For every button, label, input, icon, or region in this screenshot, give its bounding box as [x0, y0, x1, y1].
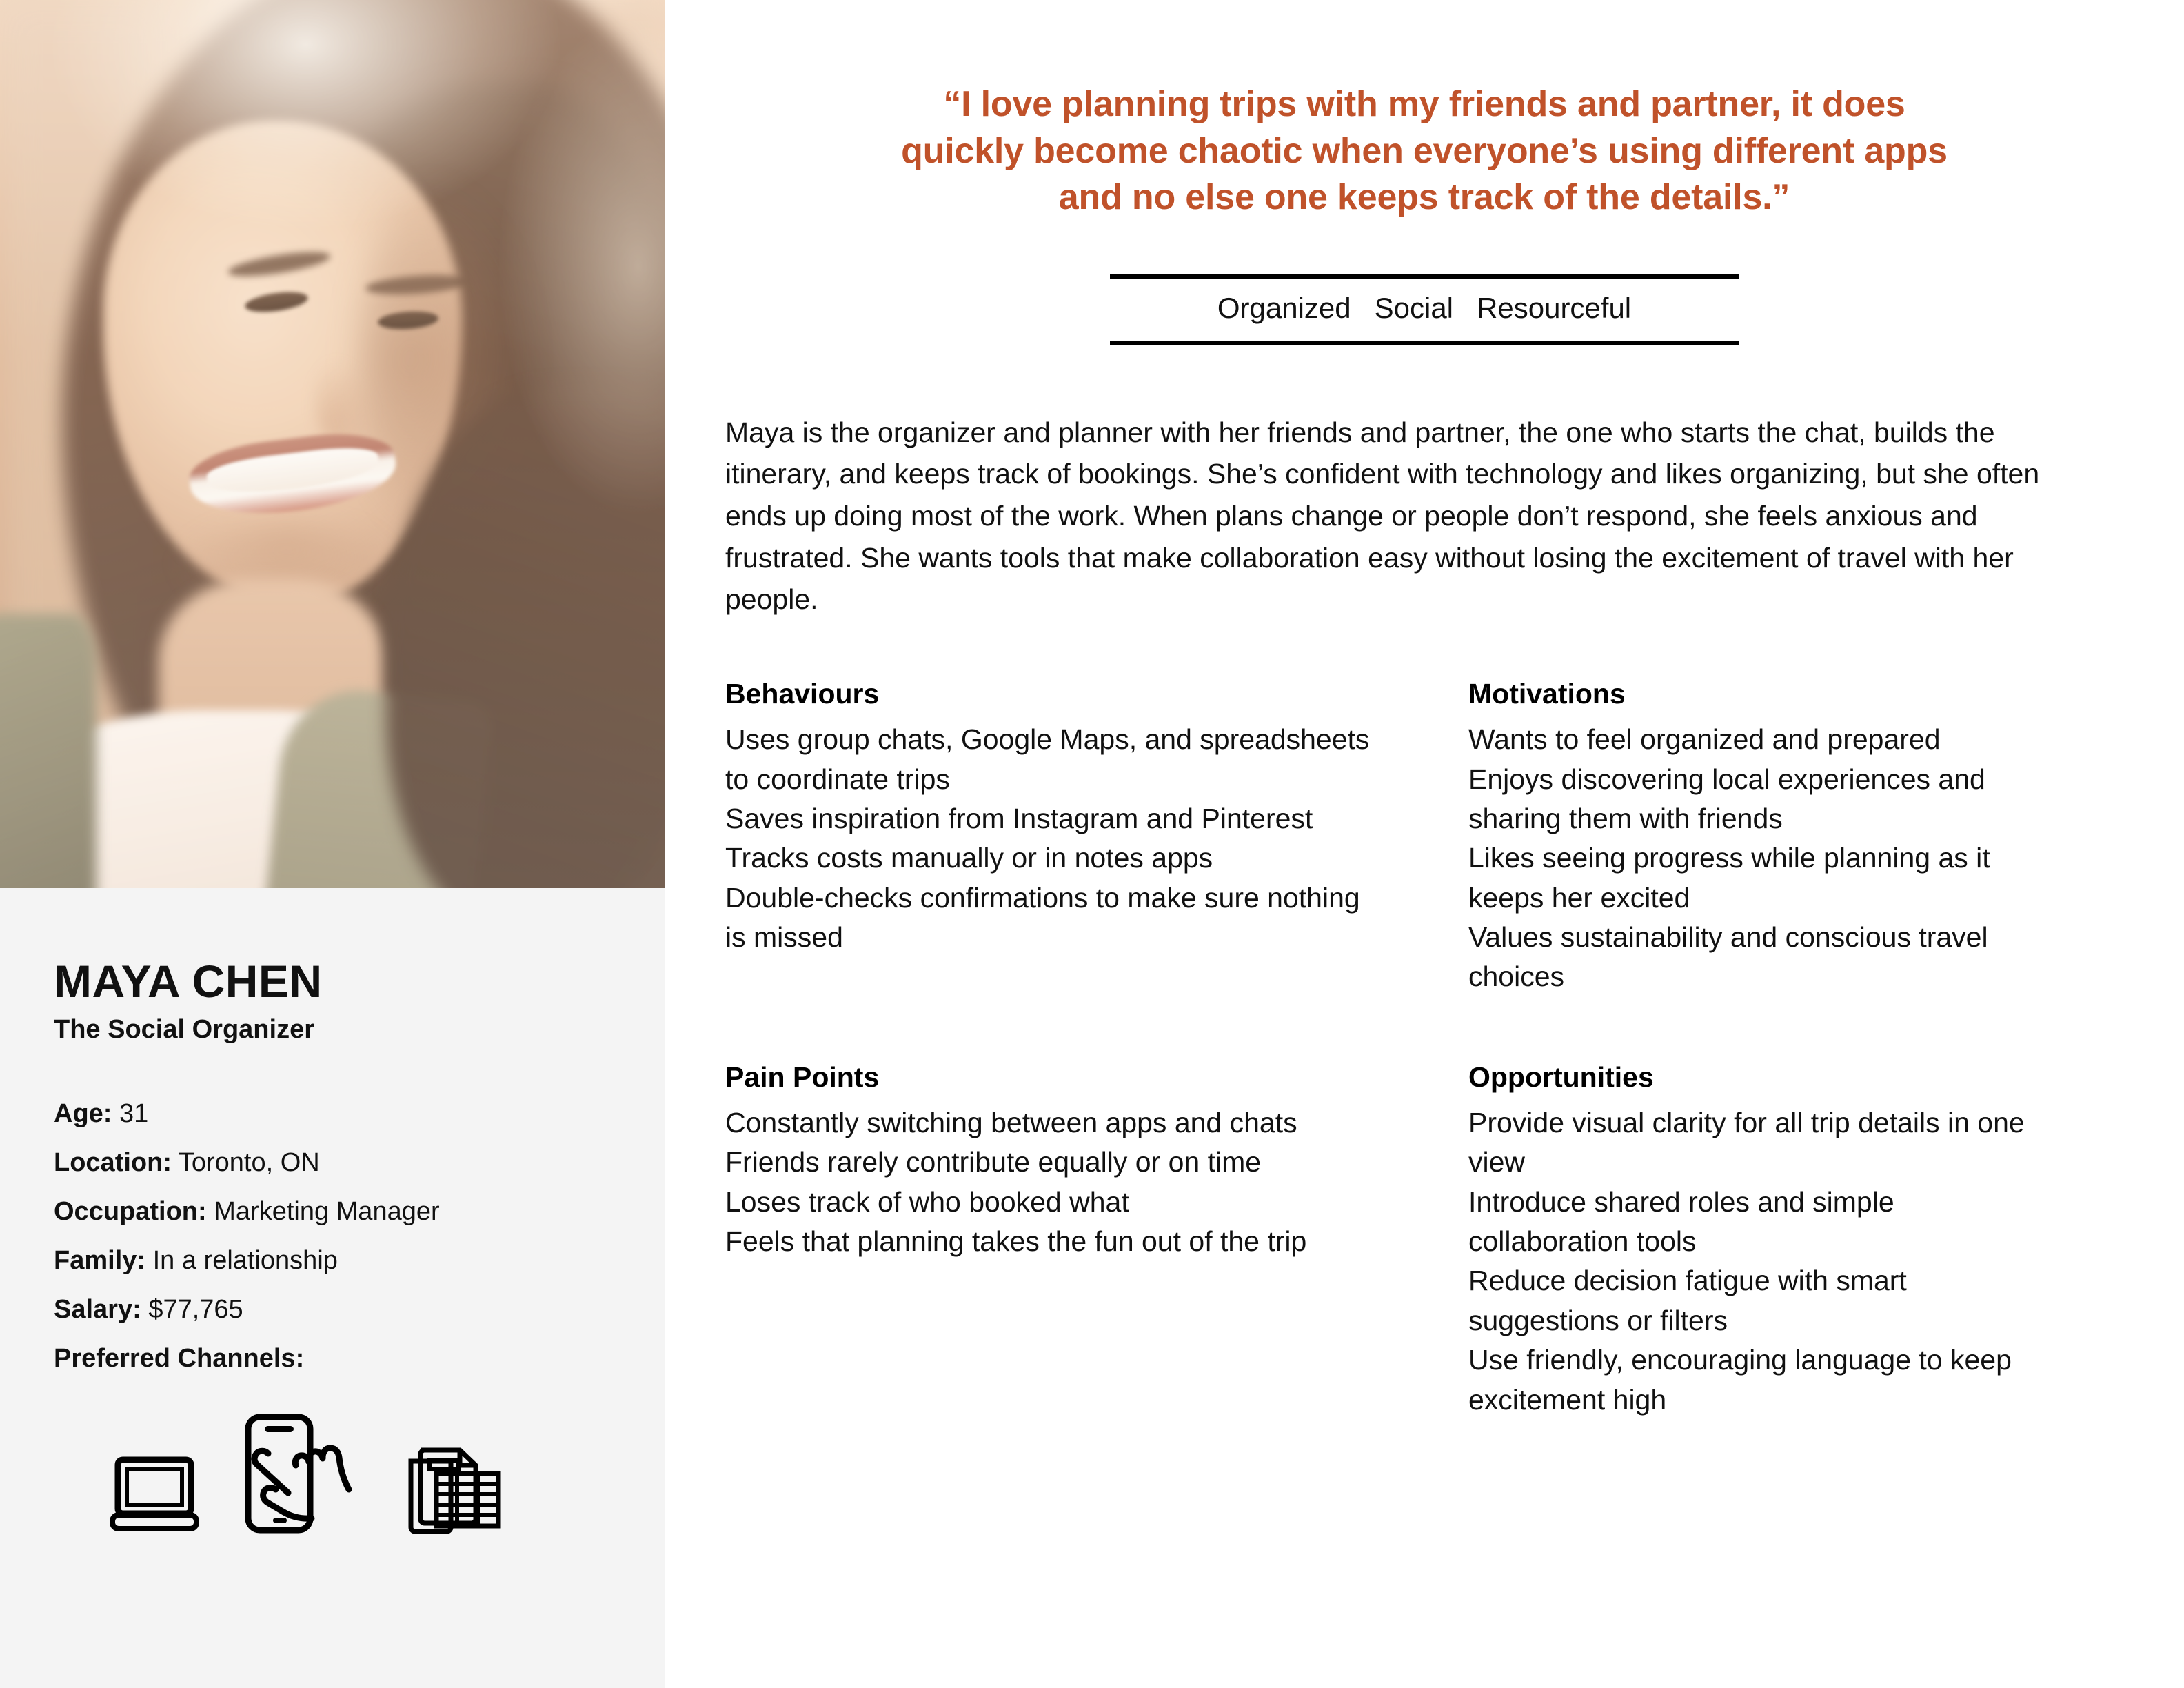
- fact-occupation: [54, 1198, 665, 1225]
- list-item: Values sustainability and conscious travel choices: [1468, 921, 1988, 993]
- persona-fact-list: [54, 1098, 665, 1373]
- fact-salary-value: $77,765: [148, 1294, 243, 1324]
- quadrant-motivations-title: Motivations: [1468, 678, 1626, 710]
- fact-location: [54, 1149, 665, 1176]
- fact-preferred-channels-label: Preferred Channels:: [54, 1343, 305, 1373]
- list-item: Feels that planning takes the fun out of the trip: [725, 1225, 1307, 1258]
- list-item: Saves inspiration from Instagram and Pinterest: [725, 802, 1313, 834]
- list-item: Tracks costs manually or in notes apps: [725, 842, 1213, 874]
- list-item: Reduce decision fatigue with smart suggestions or filters: [1468, 1265, 1907, 1336]
- list-item: Loses track of who booked what: [725, 1185, 1129, 1218]
- fact-salary: [54, 1296, 665, 1323]
- list-item: Enjoys discovering local experiences and sharing them with friends: [1468, 763, 1985, 834]
- persona-bio: Maya is the organizer and planner with her friends and partner, the one who starts the chat, builds the itinerary, and keeps track of bookings. She’s confident with technology and likes organizing, but she often ends up doing most of the work. When plans change or people don’t respond, she feels anxious and frustrated. She wants tools that make collaboration easy without losing the excitement of travel with her people.: [725, 416, 2040, 616]
- persona-name: MAYA CHEN: [54, 956, 323, 1007]
- persona-tagline: The Social Organizer: [54, 1015, 314, 1044]
- list-item: Likes seeing progress while planning as it keeps her excited: [1468, 842, 1990, 914]
- persona-portrait-photo: [0, 0, 665, 888]
- persona-traits-block: [1110, 274, 1739, 345]
- spreadsheet-documents-icon: [407, 1443, 503, 1538]
- persona-insight-quadrants: [665, 621, 2184, 1420]
- quadrant-opportunities-title: Opportunities: [1468, 1061, 1654, 1093]
- quadrant-pain-points: [725, 997, 1435, 1420]
- persona-main-content: [665, 0, 2184, 1688]
- fact-age-label: Age:: [54, 1098, 112, 1128]
- list-item: Provide visual clarity for all trip details in one view: [1468, 1106, 2025, 1178]
- fact-family-value: In a relationship: [152, 1245, 338, 1275]
- fact-location-label: Location:: [54, 1147, 172, 1177]
- fact-family: [54, 1247, 665, 1274]
- fact-occupation-value: Marketing Manager: [214, 1196, 440, 1226]
- persona-traits-list: [1110, 291, 1739, 324]
- persona-sidebar: [0, 0, 665, 1688]
- quadrant-pain-points-title: Pain Points: [725, 1061, 880, 1093]
- trait-organized: Organized: [1217, 291, 1351, 324]
- list-item: Friends rarely contribute equally or on time: [725, 1146, 1262, 1178]
- list-item: Use friendly, encouraging language to keep excitement high: [1468, 1344, 2012, 1416]
- mobile-touch-icon: [241, 1413, 364, 1538]
- preferred-channel-icons: [110, 1413, 665, 1538]
- laptop-icon: [110, 1454, 199, 1538]
- fact-salary-label: Salary:: [54, 1294, 141, 1324]
- persona-quote: “I love planning trips with my friends and partner, it does quickly become chaotic when everyone’s using different apps and no else one keeps track of the details.”: [901, 84, 1948, 218]
- list-item: Double-checks confirmations to make sure nothing is missed: [725, 881, 1360, 954]
- trait-social: Social: [1374, 291, 1454, 324]
- list-item: Constantly switching between apps and chats: [725, 1106, 1297, 1138]
- quadrant-motivations: [1435, 680, 2087, 997]
- list-item: Wants to feel organized and prepared: [1468, 723, 1941, 756]
- fact-occupation-label: Occupation:: [54, 1196, 207, 1226]
- quadrant-pain-points-list: [725, 1103, 1387, 1262]
- fact-age-value: 31: [119, 1098, 149, 1128]
- fact-location-value: Toronto, ON: [178, 1147, 320, 1177]
- list-item: Introduce shared roles and simple collaboration tools: [1468, 1185, 1894, 1258]
- quadrant-opportunities: [1435, 997, 2087, 1420]
- trait-resourceful: Resourceful: [1477, 291, 1632, 324]
- quadrant-opportunities-list: [1468, 1103, 2039, 1420]
- persona-identity: [0, 888, 665, 1538]
- fact-age: [54, 1098, 665, 1128]
- list-item: Uses group chats, Google Maps, and spreadsheets to coordinate trips: [725, 723, 1370, 795]
- portrait-rim-light: [0, 0, 665, 888]
- quadrant-behaviours: [725, 680, 1435, 997]
- fact-preferred-channels: [54, 1345, 665, 1372]
- quadrant-behaviours-title: Behaviours: [725, 678, 880, 710]
- quadrant-motivations-list: [1468, 720, 2039, 997]
- fact-family-label: Family:: [54, 1245, 146, 1275]
- quadrant-behaviours-list: [725, 720, 1387, 957]
